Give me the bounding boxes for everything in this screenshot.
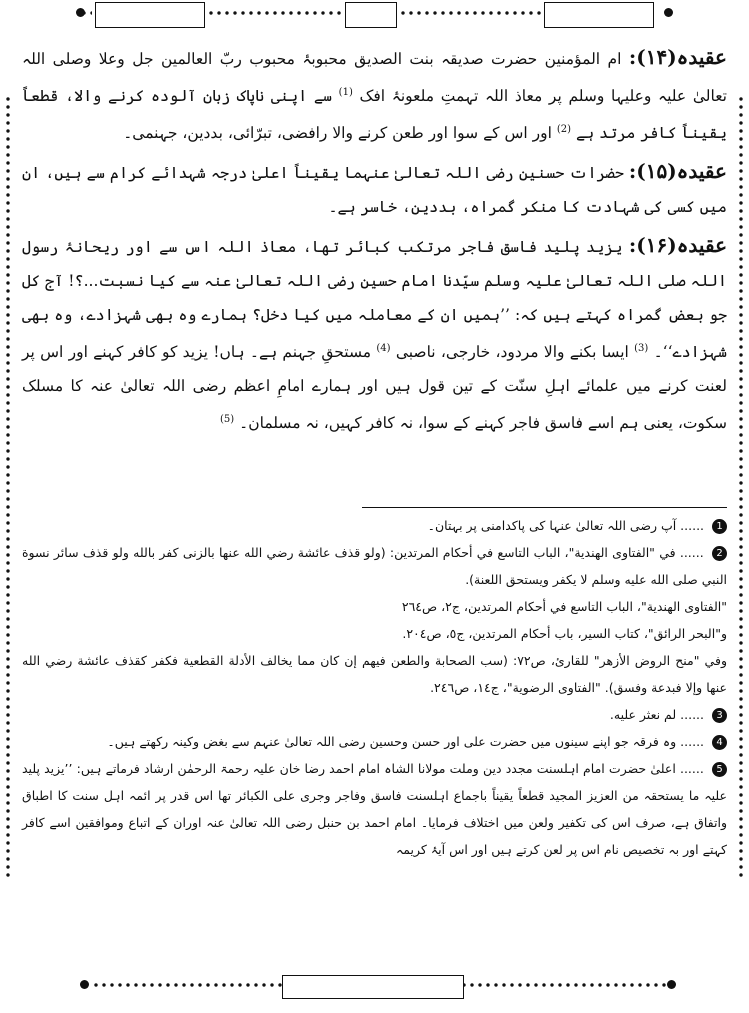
footnote-number: 4: [712, 735, 727, 750]
aqeeda-text: مستحقِ جہنم ہے۔ ہاں! یزید کو کافر کہنے اور اس پر لعنت کرنے میں علمائے اہلِ سنّت کے تین قول ہیں اور ہمارے امامِ اعظم رضی اللہ تعالیٰ عنہ کا مسلک سکوت، یعنی ہم اسے فاسق فاجر کہنے کے سوا، نہ کافر کہیں، نہ مسلمان۔: [22, 343, 727, 433]
footnote-2-source: و"البحر الرائق"، كتاب السير، باب أحكام المرتدين، ج٥، ص٢٠٤.: [402, 626, 727, 641]
header-box-left: [95, 2, 205, 28]
footer-knot: [80, 980, 89, 989]
aqeeda-heading: عقیدہ(۱۶):: [628, 233, 727, 258]
footnote-4: [22, 728, 727, 755]
footnote-ref[interactable]: (3): [634, 343, 649, 355]
right-border-chain: [738, 95, 744, 880]
footnote-text: ...... في "الفتاوى الهندية"، الباب التاسع في أحكام المرتدين: (ولو قذف عائشة رضي الله عنها بالزنى كفر بالله ولو قذف سائر نسوة النبي صلى الله عليه وسلم لا يكفر ويستحق اللعنة).: [22, 545, 727, 587]
header-box-center: [345, 2, 397, 28]
footnote-ref[interactable]: (5): [220, 414, 235, 426]
footer-knot: [667, 980, 676, 989]
main-text: [22, 40, 727, 445]
aqeeda-text: اور اس کے سوا اور طعن کرنے والا رافضی، تبرّائی، بددین، جہنمی۔: [123, 124, 552, 143]
aqeeda-15: [22, 154, 727, 224]
footnote-divider: [362, 507, 727, 508]
footnote-1: [22, 512, 727, 539]
aqeeda-text: یزید پلید فاسق فاجر مرتکب کبائر تھا، معاذ اللہ اس سے اور ریحانۂ رسول اللہ صلی اللہ تعالیٰ علیہ وسلم سیّدنا امام حسین رضی اللہ تعالیٰ عنہ سے کیا نسبت...؟! آج کل جو بعض گمراہ کہتے ہیں کہ: ’’ہمیں ان کے معاملہ میں کیا دخل؟ ہمارے وہ بھی شہزادے، وہ بھی شہزادے‘‘۔: [22, 238, 728, 362]
footnote-5: [22, 755, 727, 863]
footnote-text: ...... لم نعثر عليه.: [609, 707, 705, 722]
footer-box-center: [282, 975, 464, 999]
footnote-number: 5: [712, 762, 727, 777]
aqeeda-text: ام المؤمنین حضرت صدیقہ بنت الصدیق محبوبۂ محبوب ربّ العالمین جل وعلا وصلی اللہ تعالیٰ علیہ وعلیہا وسلم پر معاذ اللہ تہمتِ ملعونۂ افک: [22, 50, 727, 106]
header-box-right: [544, 2, 654, 28]
footnote-2-source: "الفتاوى الهندية"، الباب التاسع في أحكام المرتدين، ج٢، ص٢٦٤: [401, 599, 727, 614]
footnote-text: ...... آپ رضی اللہ تعالیٰ عنہا کی پاکدامنی پر بہتان۔: [427, 518, 705, 533]
footnote-ref[interactable]: (1): [338, 87, 353, 98]
aqeeda-text: حضرات حسنین رضی اللہ تعالیٰ عنہما یقیناً اعلیٰ درجہ شہدائے کرام سے ہیں، ان میں کسی کی شہادت کا منکر گمراہ، بددین، خاسر ہے۔: [22, 164, 727, 217]
footnote-2-source: وفي "منح الروض الأزهر" للقارئ، ص٧٢: (سب الصحابة والطعن فيهم إن كان مما يخالف الأدلة القطعية فكفر كقذف عائشة رضي الله عنها وإلا فبدعة وفسق). "الفتاوى الرضوية"، ج١٤، ص٢٤٦.: [22, 653, 727, 695]
footnote-2: [22, 539, 727, 593]
footnote-text: ...... وہ فرقہ جو اپنے سینوں میں حضرت علی اور حسن وحسین رضی اللہ تعالیٰ عنہم سے بغض وکینہ رکھتے ہیں۔: [107, 734, 705, 749]
footnotes: [22, 512, 727, 863]
footnote-ref[interactable]: (4): [376, 343, 391, 355]
aqeeda-14: [22, 40, 727, 150]
footnote-number: 1: [712, 519, 727, 534]
aqeeda-heading: عقیدہ(۱۵):: [628, 159, 727, 184]
footnote-number: 3: [712, 708, 727, 723]
header-knot: [664, 8, 673, 17]
footnote-ref[interactable]: (2): [556, 124, 572, 136]
left-border-chain: [5, 95, 11, 880]
aqeeda-text: سے اپنی ناپاک زبان آلودہ کرنے والا، قطعاً یقیناً کافر مرتد ہے: [22, 87, 727, 143]
aqeeda-heading: عقیدہ(۱۴):: [628, 45, 727, 69]
header-knot: [76, 8, 85, 17]
aqeeda-16: [22, 228, 727, 440]
footnote-text: ...... اعلیٰ حضرت امام اہلسنت مجدد دین وملت مولانا الشاہ امام احمد رضا خان علیہ رحمۃ الرحمٰن ارشاد فرماتے ہیں: ’’یزید پلید علیہ ما یستحقہ من العزیز المجید قطعاً یقیناً باجماع اہلسنت فاسق وفاجر وجری علی الکبائر تھا اس قدر پر ائمہ اہل سنت کا اطباق واتفاق ہے، صرف اس کی تکفیر ولعن میں اختلاف فرمایا۔ امام احمد بن حنبل رضی اللہ تعالیٰ عنہ اوران کے اتباع وموافقین اسے کافر کہتے اور بہ تخصیص نام اس پر لعن کرتے ہیں اور اس آیۂ کریمہ: [22, 761, 727, 857]
footnote-3: [22, 701, 727, 728]
footnote-number: 2: [712, 546, 727, 561]
aqeeda-text: ایسا بکنے والا مردود، خارجی، ناصبی: [395, 343, 629, 362]
